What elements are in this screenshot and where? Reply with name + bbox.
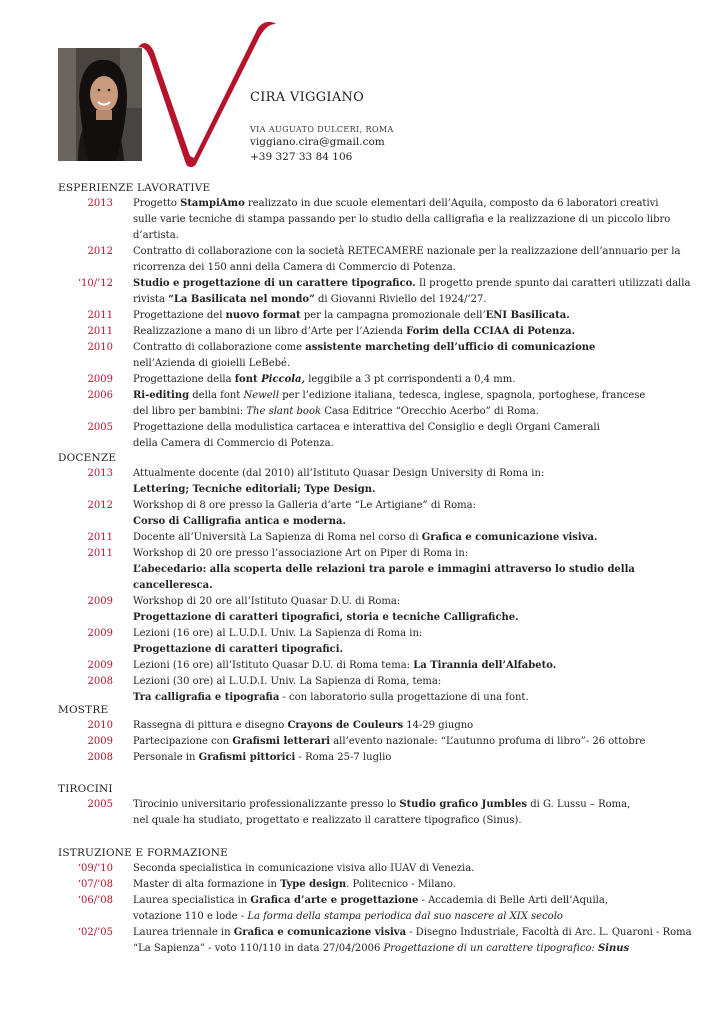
text-segment: Contratto di collaborazione come <box>133 342 306 353</box>
text-segment: nuovo format <box>225 310 301 321</box>
text-segment: Laurea specialistica in <box>133 895 251 906</box>
cv-entry <box>58 340 698 372</box>
text-segment: . Politecnico - Milano. <box>346 879 456 890</box>
text-segment: Progettazione di caratteri tipografici. <box>133 644 343 655</box>
cv-entry <box>58 420 698 452</box>
text-segment: Crayons de Couleurs <box>287 720 404 731</box>
entry-year: 2009 <box>87 628 113 639</box>
text-segment: La forma della stampa periodica dal suo nascere al XIX secolo <box>247 911 563 922</box>
text-segment: Piccola, <box>261 374 306 385</box>
text-segment: di Giovanni Riviello del 1924/’27. <box>314 294 487 305</box>
entry-description <box>133 734 698 750</box>
description-line <box>133 404 698 420</box>
entry-description <box>133 244 698 276</box>
entry-description <box>133 797 698 829</box>
text-segment: Ri-editing <box>133 390 190 401</box>
cv-entry <box>58 196 698 244</box>
text-segment: - con laboratorio sulla progettazione di una font. <box>279 692 529 703</box>
text-segment: Tra calligrafia e tipografia <box>133 692 280 703</box>
text-segment: StampiAmo <box>180 198 245 209</box>
text-segment: all’evento nazionale: “L’autunno profuma di libro”- 26 ottobre <box>330 736 646 747</box>
description-line <box>133 436 698 452</box>
entry-description <box>133 750 698 766</box>
description-line <box>133 244 698 260</box>
entry-description <box>133 276 698 308</box>
description-line <box>133 562 698 594</box>
description-line <box>133 642 698 658</box>
entry-year: 2005 <box>87 799 113 810</box>
text-segment: Docente all’Università La Sapienza di Roma nel corso di <box>133 532 422 543</box>
text-segment: Type design <box>280 879 347 890</box>
description-line <box>133 893 698 909</box>
cv-entry <box>58 734 698 750</box>
entry-description <box>133 388 698 420</box>
text-segment: - Roma 25-7 luglio <box>295 752 392 763</box>
entry-description <box>133 466 698 498</box>
cv-entry <box>58 750 698 766</box>
text-segment: Laurea triennale in <box>133 927 234 938</box>
section-title: ESPERIENZE LAVORATIVE <box>58 182 211 194</box>
section-title: TIROCINI <box>58 783 113 795</box>
text-segment: La Tirannia dell’Alfabeto. <box>413 660 557 671</box>
entry-year: 2008 <box>87 676 113 687</box>
text-segment: Grafica e comunicazione visiva <box>233 927 407 938</box>
cv-entry <box>58 594 698 626</box>
description-line <box>133 372 698 388</box>
text-segment: Grafica d’arte e progettazione <box>250 895 419 906</box>
text-segment: Casa Editrice “Orecchio Acerbo” di Roma. <box>321 406 539 417</box>
entry-description <box>133 877 698 893</box>
description-line <box>133 861 698 877</box>
description-line <box>133 734 698 750</box>
section-title: DOCENZE <box>58 452 117 464</box>
entry-year: 2011 <box>87 326 113 337</box>
text-segment: - Disegno Industriale, Facoltà di Arc. L. Quaroni - Roma <box>406 927 692 938</box>
text-segment: Attualmente docente (dal 2010) all’Istituto Quasar Design University di Roma in: <box>133 468 545 479</box>
section-esperienze-lavorative <box>58 181 698 452</box>
cv-entry <box>58 308 698 324</box>
text-segment: Progettazione di un carattere tipografico: <box>383 943 598 954</box>
entry-description <box>133 718 698 734</box>
text-segment: Studio e progettazione di un carattere tipografico. <box>133 278 416 289</box>
entry-description <box>133 498 698 530</box>
entry-year: 2005 <box>87 422 113 433</box>
text-segment: Lezioni (16 ore) al L.U.D.I. Univ. La Sapienza di Roma in: <box>133 628 423 639</box>
text-segment: L’abecedario: alla scoperta delle relazioni tra parole e immagini attraverso lo studio della cancelleresca. <box>133 564 635 591</box>
entry-year: 2009 <box>87 736 113 747</box>
text-segment: votazione 110 e lode - <box>133 911 248 922</box>
description-line <box>133 594 698 610</box>
description-line <box>133 308 698 324</box>
entry-description <box>133 674 698 706</box>
text-segment: Tirocinio universitario professionalizzante presso lo <box>133 799 400 810</box>
section-title: ISTRUZIONE E FORMAZIONE <box>58 847 228 859</box>
text-segment: della Camera di Commercio di Potenza. <box>133 438 334 449</box>
description-line <box>133 260 698 276</box>
text-segment: Sinus <box>597 943 630 954</box>
entry-year: 2013 <box>87 198 113 209</box>
entry-description <box>133 308 698 324</box>
text-segment: leggibile a 3 pt corrispondenti a 0,4 mm. <box>305 374 516 385</box>
section-title: MOSTRE <box>58 704 109 716</box>
cv-entry <box>58 893 698 925</box>
description-line <box>133 546 698 562</box>
description-line <box>133 514 698 530</box>
text-segment: Workshop di 20 ore presso l’associazione Art on Piper di Roma in: <box>133 548 469 559</box>
text-segment: per l’edizione italiana, tedesca, inglese, spagnola, portoghese, francese <box>279 390 646 401</box>
text-segment: Lezioni (16 ore) all’Istituto Quasar D.U. di Roma tema: <box>133 660 414 671</box>
text-segment: Workshop di 8 ore presso la Galleria d’arte “Le Artigiane” di Roma: <box>133 500 476 511</box>
cv-entry <box>58 718 698 734</box>
description-line <box>133 718 698 734</box>
entry-description <box>133 340 698 372</box>
cv-entry <box>58 674 698 706</box>
text-segment: “La Sapienza” - voto 110/110 in data 27/04/2006 <box>133 943 384 954</box>
cv-entry <box>58 861 698 877</box>
text-segment: Grafismi pittorici <box>198 752 296 763</box>
text-segment: Progettazione di caratteri tipografici, storia e tecniche Calligrafiche. <box>133 612 519 623</box>
phone-number: +39 327 33 84 106 <box>250 151 353 163</box>
text-segment: Seconda specialistica in comunicazione visiva allo IUAV di Venezia. <box>133 863 475 874</box>
text-segment: Progetto <box>133 198 181 209</box>
description-line <box>133 212 698 244</box>
entry-description <box>133 658 698 674</box>
text-segment: font <box>234 374 262 385</box>
entry-description <box>133 530 698 546</box>
description-line <box>133 324 698 340</box>
text-segment: del libro per bambini: <box>133 406 247 417</box>
entry-year: 2008 <box>87 752 113 763</box>
cv-entry <box>58 877 698 893</box>
cv-entry <box>58 498 698 530</box>
entry-description <box>133 925 698 957</box>
section-mostre <box>58 703 698 766</box>
description-line <box>133 498 698 514</box>
address: VIA AUGUATO DULCERI, ROMA <box>250 125 394 134</box>
entry-year: 2011 <box>87 548 113 559</box>
text-segment: di G. Lussu – Roma, <box>527 799 631 810</box>
description-line <box>133 750 698 766</box>
cv-entry <box>58 466 698 498</box>
text-segment: Master di alta formazione in <box>133 879 281 890</box>
description-line <box>133 658 698 674</box>
entry-year: 2009 <box>87 660 113 671</box>
entry-year: 2010 <box>87 720 113 731</box>
cv-entry <box>58 372 698 388</box>
text-segment: realizzato in due scuole elementari dell’Aquila, composto da 6 laboratori creativi <box>244 198 659 209</box>
text-segment: Contratto di collaborazione con la società RETECAMERE nazionale per la realizzazione dell’annuario per la <box>133 246 681 257</box>
entry-year: 2009 <box>87 596 113 607</box>
description-line <box>133 674 698 690</box>
text-segment: The slant book <box>246 406 322 417</box>
text-segment: sulle varie tecniche di stampa passando per lo studio della calligrafia e la realizzazione di un piccolo libro d’artista. <box>133 214 671 241</box>
entry-year: ‘09/’10 <box>77 863 113 874</box>
section-tirocini <box>58 782 698 829</box>
text-segment: rivista <box>133 294 169 305</box>
text-segment: Newell <box>243 390 280 401</box>
cv-entry <box>58 925 698 957</box>
description-line <box>133 482 698 498</box>
description-line <box>133 292 698 308</box>
entry-description <box>133 546 698 594</box>
section-docenze <box>58 451 698 706</box>
text-segment: Forim della CCIAA di Potenza. <box>406 326 576 337</box>
email-address[interactable]: viggiano.cira@gmail.com <box>250 136 385 148</box>
text-segment: Progettazione della <box>133 374 235 385</box>
text-segment: ricorrenza dei 150 anni della Camera di Commercio di Potenza. <box>133 262 456 273</box>
entry-description <box>133 196 698 244</box>
text-segment: Grafismi letterari <box>232 736 331 747</box>
cv-entry <box>58 546 698 594</box>
description-line <box>133 925 698 941</box>
entry-year: 2009 <box>87 374 113 385</box>
description-line <box>133 388 698 404</box>
description-line <box>133 466 698 482</box>
entry-year: 2011 <box>87 532 113 543</box>
entry-description <box>133 420 698 452</box>
text-segment: Partecipazione con <box>133 736 233 747</box>
cv-entry <box>58 797 698 829</box>
entry-description <box>133 626 698 658</box>
cv-entry <box>58 244 698 276</box>
text-segment: assistente marcheting dell’ufficio di comunicazione <box>305 342 596 353</box>
text-segment: Lettering; Tecniche editoriali; Type Design. <box>133 484 376 495</box>
text-segment: Lezioni (30 ore) al L.U.D.I. Univ. La Sapienza di Roma, tema: <box>133 676 442 687</box>
cv-entry <box>58 658 698 674</box>
text-segment: Rassegna di pittura e disegno <box>133 720 288 731</box>
entry-description <box>133 594 698 626</box>
entry-year: ‘06/’08 <box>77 895 113 906</box>
description-line <box>133 813 698 829</box>
text-segment: Corso di Calligrafia antica e moderna. <box>133 516 346 527</box>
section-istruzione-formazione <box>58 846 698 957</box>
entry-description <box>133 372 698 388</box>
description-line <box>133 877 698 893</box>
entry-description <box>133 324 698 340</box>
entry-year: 2011 <box>87 310 113 321</box>
entry-year: 2012 <box>87 500 113 511</box>
cv-entry <box>58 276 698 308</box>
text-segment: Grafica e comunicazione visiva. <box>421 532 598 543</box>
description-line <box>133 797 698 813</box>
entry-year: 2012 <box>87 246 113 257</box>
text-segment: Il progetto prende spunto dai caratteri utilizzati dalla <box>415 278 691 289</box>
cv-entry <box>58 626 698 658</box>
text-segment: Studio grafico Jumbles <box>399 799 528 810</box>
description-line <box>133 276 698 292</box>
entry-year: ‘02/’05 <box>77 927 113 938</box>
text-segment: Personale in <box>133 752 199 763</box>
cv-entry <box>58 324 698 340</box>
entry-description <box>133 861 698 877</box>
entry-year: 2010 <box>87 342 113 353</box>
entry-year: 2013 <box>87 468 113 479</box>
entry-year: ‘07/’08 <box>77 879 113 890</box>
text-segment: per la campagna promozionale dell’ <box>300 310 486 321</box>
entry-description <box>133 893 698 925</box>
text-segment: Realizzazione a mano di un libro d’Arte per l’Azienda <box>133 326 407 337</box>
text-segment: nell’Azienda di gioielli LeBebé. <box>133 358 291 369</box>
text-segment: Workshop di 20 ore all’Istituto Quasar D.U. di Roma: <box>133 596 401 607</box>
text-segment: della font <box>189 390 244 401</box>
description-line <box>133 941 698 957</box>
text-segment: Progettazione del <box>133 310 226 321</box>
description-line <box>133 356 698 372</box>
description-line <box>133 626 698 642</box>
cv-entry <box>58 388 698 420</box>
text-segment: 14-29 giugno <box>403 720 474 731</box>
entry-year: 2006 <box>87 390 113 401</box>
text-segment: “La Basilicata nel mondo” <box>168 294 315 305</box>
description-line <box>133 420 698 436</box>
text-segment: Progettazione della modulistica cartacea e interattiva del Consiglio e degli Organi Camerali <box>133 422 600 433</box>
person-name: CIRA VIGGIANO <box>250 90 365 105</box>
text-segment: ENI Basilicata. <box>485 310 570 321</box>
cv-entry <box>58 530 698 546</box>
text-segment: nel quale ha studiato, progettato e realizzato il carattere tipografico (Sinus). <box>133 815 522 826</box>
description-line <box>133 530 698 546</box>
entry-year: ‘10/’12 <box>77 278 113 289</box>
description-line <box>133 610 698 626</box>
description-line <box>133 909 698 925</box>
description-line <box>133 340 698 356</box>
text-segment: - Accademia di Belle Arti dell’Aquila, <box>418 895 609 906</box>
description-line <box>133 196 698 212</box>
